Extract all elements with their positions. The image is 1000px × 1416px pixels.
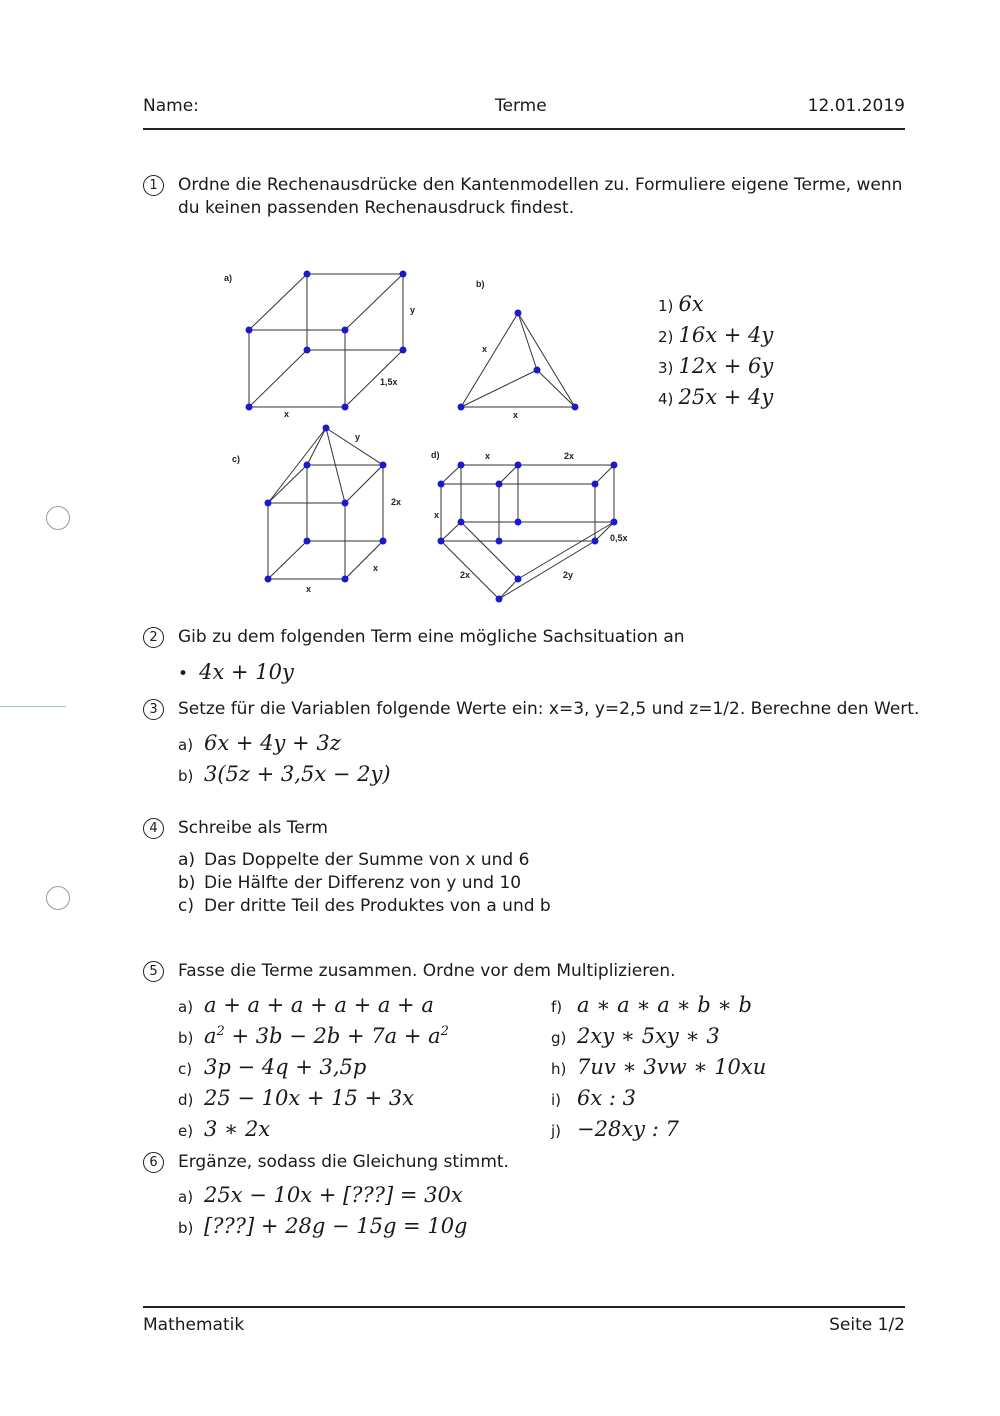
item-label: a)	[178, 736, 194, 754]
punch-hole-bottom	[46, 886, 70, 910]
q2-item	[178, 660, 294, 684]
question-number-5: 5	[143, 961, 164, 982]
model-c-edges	[268, 428, 383, 579]
question-6-text: Ergänze, sodass die Gleichung stimmt.	[178, 1152, 509, 1172]
name-label: Name:	[143, 96, 199, 116]
q5-right-column	[551, 993, 766, 1148]
question-number-3: 3	[143, 699, 164, 720]
item-expr: a ∗ a ∗ a ∗ b ∗ b	[577, 993, 752, 1017]
option-label: 3)	[658, 359, 674, 377]
model-b-x-label-1: x	[482, 344, 488, 354]
model-d-2y-label: 2y	[563, 570, 574, 580]
item-text: Die Hälfte der Differenz von y und 10	[204, 873, 522, 893]
item-label: a)	[178, 850, 196, 870]
question-number-4: 4	[143, 818, 164, 839]
item-label: b)	[178, 1029, 194, 1047]
q6-items	[178, 1183, 468, 1245]
option-label: 4)	[658, 390, 674, 408]
fold-mark	[0, 706, 66, 707]
item-expr: 6x + 4y + 3z	[204, 731, 341, 755]
q1-options	[658, 292, 773, 416]
model-d-05x-label: 0,5x	[610, 533, 628, 543]
model-c-x-label-1: x	[373, 563, 379, 573]
question-number-2: 2	[143, 627, 164, 648]
item-expr: −28xy : 7	[577, 1117, 679, 1141]
item-label: c)	[178, 896, 194, 916]
question-1-line-1: Ordne die Rechenausdrücke den Kantenmodellen zu. Formuliere eigene Terme, wenn	[178, 175, 903, 195]
model-a-x-label: x	[284, 409, 290, 419]
item-expr: a + a + a + a + a + a	[204, 993, 434, 1017]
option-expr: 25x + 4y	[678, 385, 774, 409]
item-label: f)	[551, 998, 563, 1016]
question-5-text: Fasse die Terme zusammen. Ordne vor dem Multiplizieren.	[178, 961, 676, 981]
option-expr: 12x + 6y	[678, 354, 774, 378]
model-c-2x-label: 2x	[391, 497, 402, 507]
item-expr: 25x − 10x + [???] = 30x	[204, 1183, 463, 1207]
item-expr: 3p − 4q + 3,5p	[204, 1055, 367, 1079]
edge-models-figure	[0, 0, 1000, 620]
question-4-text: Schreibe als Term	[178, 818, 328, 838]
item-expr: 2xy ∗ 5xy ∗ 3	[577, 1024, 720, 1048]
model-d-2x-label: 2x	[564, 451, 575, 461]
item-expr: 25 − 10x + 15 + 3x	[204, 1086, 415, 1110]
model-d-x-label-2: x	[434, 510, 440, 520]
option-label: 2)	[658, 328, 674, 346]
question-2-text: Gib zu dem folgenden Term eine mögliche Sachsituation an	[178, 627, 685, 647]
exponent: 2	[216, 1024, 225, 1039]
item-label: h)	[551, 1060, 567, 1078]
q4-items	[178, 850, 551, 919]
footer-rule	[143, 1306, 905, 1308]
item-text: Der dritte Teil des Produktes von a und b	[204, 896, 551, 916]
item-label: c)	[178, 1060, 193, 1078]
question-1-line-2: du keinen passenden Rechenausdruck findest.	[178, 198, 575, 218]
item-expr: [???] + 28g − 15g = 10g	[204, 1214, 468, 1238]
model-b-x-label-2: x	[513, 410, 519, 420]
item-expr: $a^2 + 3b - 2b + 7a + a^2$	[204, 1024, 449, 1048]
model-d-2x-label-2: 2x	[460, 570, 471, 580]
model-c-label: c)	[232, 454, 241, 464]
item-label: g)	[551, 1029, 567, 1047]
date: 12.01.2019	[807, 96, 905, 116]
option-expr: 16x + 4y	[678, 323, 774, 347]
model-c-y-label: y	[355, 432, 361, 442]
item-label: b)	[178, 873, 196, 893]
q3-items	[178, 731, 391, 793]
item-expr: 6x : 3	[577, 1086, 636, 1110]
option-expr: 6x	[678, 292, 704, 316]
q5-left-column	[178, 993, 449, 1148]
page-title: Terme	[495, 96, 547, 116]
item-expr: 7uv ∗ 3vw ∗ 10xu	[577, 1055, 767, 1079]
model-d-x-label-1: x	[485, 451, 491, 461]
option-label: 1)	[658, 297, 674, 315]
item-expr: 3(5z + 3,5x − 2y)	[204, 762, 391, 786]
footer-subject: Mathematik	[143, 1315, 245, 1335]
model-a-label: a)	[224, 273, 233, 283]
item-label: b)	[178, 767, 194, 785]
item-label: j)	[551, 1122, 562, 1140]
question-number-1: 1	[143, 175, 164, 196]
model-a-edges	[249, 274, 403, 407]
model-b-edges	[461, 313, 575, 407]
model-a-y-label: y	[410, 305, 416, 315]
exponent: 2	[440, 1024, 449, 1039]
item-label: e)	[178, 1122, 194, 1140]
item-label: a)	[178, 998, 194, 1016]
bullet: •	[178, 664, 189, 684]
model-d-label: d)	[431, 450, 440, 460]
item-expr: 3 ∗ 2x	[204, 1117, 271, 1141]
item-text: Das Doppelte der Summe von x und 6	[204, 850, 530, 870]
item-label: b)	[178, 1219, 194, 1237]
model-c-x-label-2: x	[306, 584, 312, 594]
model-b-label: b)	[476, 279, 485, 289]
item-label: a)	[178, 1188, 194, 1206]
question-3-text: Setze für die Variablen folgende Werte ein: x=3, y=2,5 und z=1/2. Berechne den Wert.	[178, 699, 920, 719]
item-label: d)	[178, 1091, 194, 1109]
model-a-depth-label: 1,5x	[380, 377, 398, 387]
figure-labels	[224, 273, 628, 594]
question-number-6: 6	[143, 1152, 164, 1173]
item-label: i)	[551, 1091, 562, 1109]
footer-page: Seite 1/2	[829, 1315, 905, 1335]
q2-expr: 4x + 10y	[199, 660, 294, 684]
